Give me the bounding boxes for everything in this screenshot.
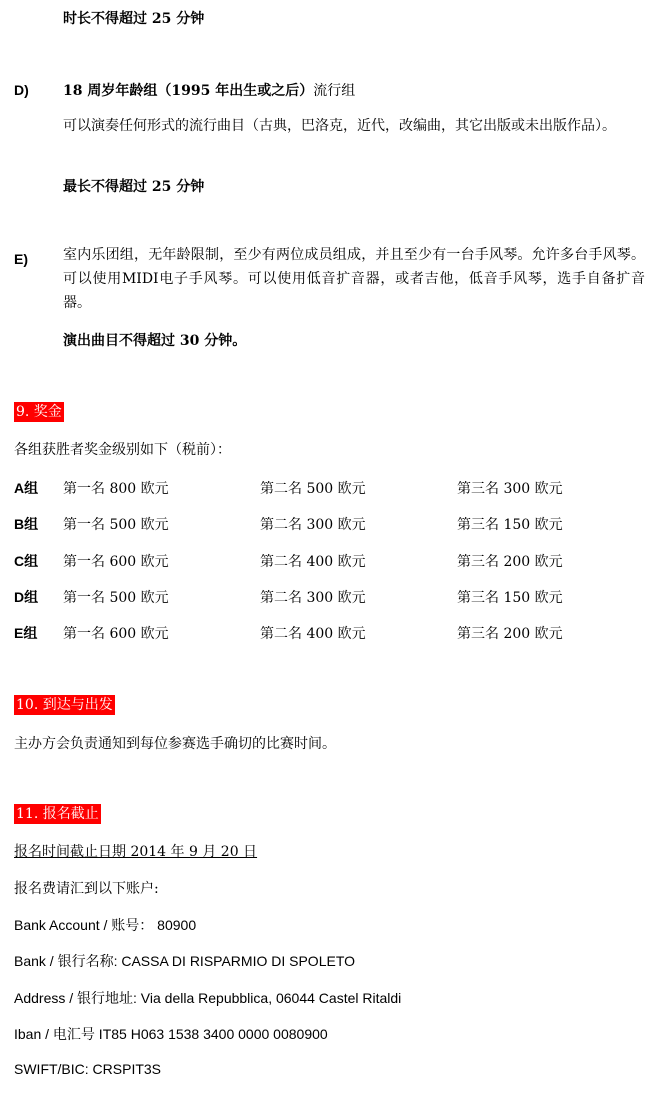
e-label: E) bbox=[14, 251, 28, 267]
first-prize: 第一名 600 欧元 bbox=[63, 626, 169, 642]
iban: Iban / 电汇号 IT85 H063 1538 3400 0000 0080900 bbox=[14, 1026, 328, 1042]
first-prize: 第一名 500 欧元 bbox=[63, 517, 169, 533]
section-11-heading: 11. 报名截止 bbox=[16, 806, 99, 822]
bank-address: Address / 银行地址: Via della Repubblica, 06044 Castel Ritaldi bbox=[14, 990, 402, 1006]
group-label: C组 bbox=[14, 553, 39, 569]
first-prize: 第一名 500 欧元 bbox=[63, 590, 169, 606]
bank-name: Bank / 银行名称: CASSA DI RISPARMIO DI SPOLETO bbox=[14, 953, 356, 969]
swift-bic: SWIFT/BIC: CRSPIT3S bbox=[14, 1061, 162, 1077]
d-title-bold: 18 周岁年龄组（1995 年出生或之后） bbox=[63, 83, 314, 99]
third-prize: 第三名 150 欧元 bbox=[457, 590, 563, 606]
first-prize: 第一名 800 欧元 bbox=[63, 481, 169, 497]
e-description: 室内乐团组，无年龄限制，至少有两位成员组成，并且至少有一台手风琴。允许多台手风琴。可以使用MIDI电子手风琴。可以使用低音扩音器，或者吉他，低音手风琴，选手自备扩音器。 bbox=[63, 247, 645, 311]
d-label: D) bbox=[14, 82, 29, 98]
e-duration: 演出曲目不得超过 30 分钟。 bbox=[63, 333, 247, 349]
d-title bbox=[63, 80, 355, 100]
second-prize: 第二名 400 欧元 bbox=[260, 554, 366, 570]
second-prize: 第二名 300 欧元 bbox=[260, 590, 366, 606]
bank-account: Bank Account / 账号： 80900 bbox=[14, 917, 197, 933]
third-prize: 第三名 200 欧元 bbox=[457, 626, 563, 642]
d-duration: 最长不得超过 25 分钟 bbox=[63, 179, 205, 195]
group-label: D组 bbox=[14, 589, 39, 605]
prize-intro: 各组获胜者奖金级别如下（税前）： bbox=[14, 442, 231, 458]
registration-deadline: 报名时间截止日期 2014 年 9 月 20 日 bbox=[14, 844, 258, 860]
group-label: A组 bbox=[14, 480, 39, 496]
section-10-heading: 10. 到达与出发 bbox=[16, 697, 113, 713]
arrival-text: 主办方会负责通知到每位参赛选手确切的比赛时间。 bbox=[14, 736, 336, 752]
d-description: 可以演奏任何形式的流行曲目（古典，巴洛克，近代，改编曲，其它出版或未出版作品）。 bbox=[63, 118, 616, 134]
third-prize: 第三名 200 欧元 bbox=[457, 554, 563, 570]
third-prize: 第三名 300 欧元 bbox=[457, 481, 563, 497]
c-duration: 时长不得超过 25 分钟 bbox=[63, 11, 205, 27]
fee-intro: 报名费请汇到以下账户: bbox=[14, 881, 159, 897]
second-prize: 第二名 500 欧元 bbox=[260, 481, 366, 497]
group-label: B组 bbox=[14, 516, 39, 532]
second-prize: 第二名 300 欧元 bbox=[260, 517, 366, 533]
first-prize: 第一名 600 欧元 bbox=[63, 554, 169, 570]
second-prize: 第二名 400 欧元 bbox=[260, 626, 366, 642]
section-9-heading: 9. 奖金 bbox=[16, 404, 62, 420]
d-title-rest: 流行组 bbox=[313, 83, 356, 99]
third-prize: 第三名 150 欧元 bbox=[457, 517, 563, 533]
group-label: E组 bbox=[14, 625, 38, 641]
